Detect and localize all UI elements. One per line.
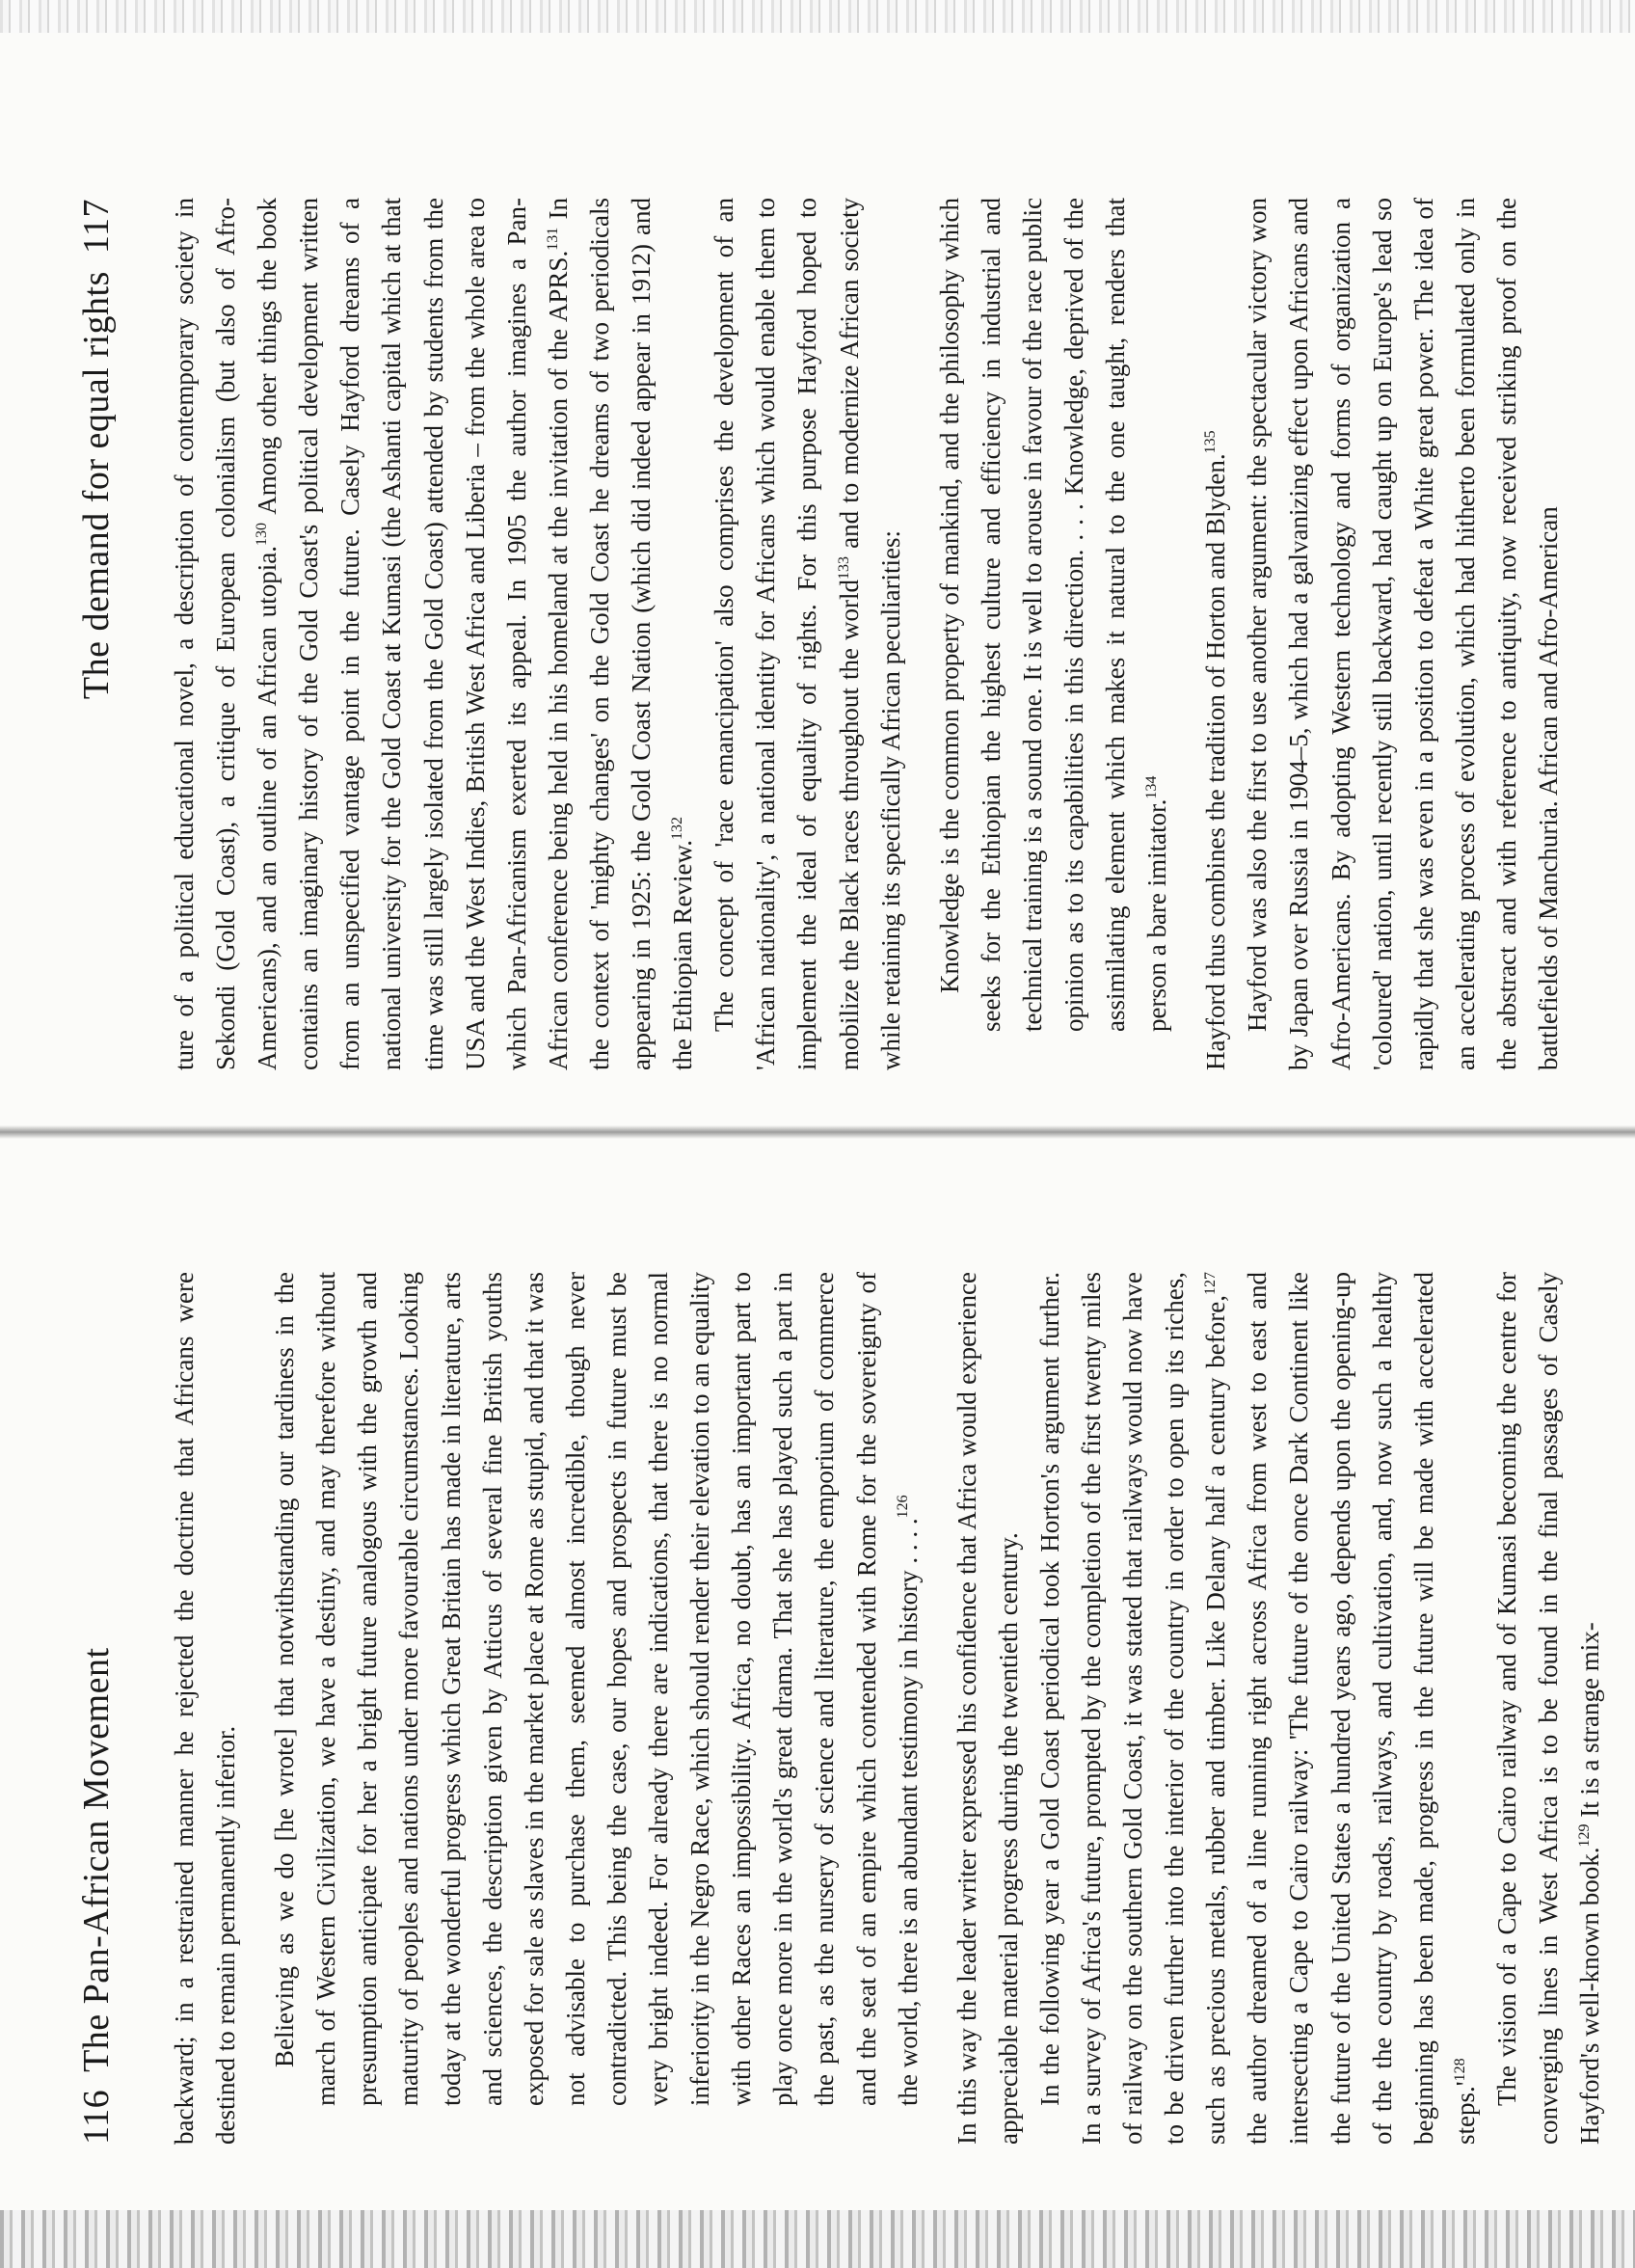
paragraph: backward; in a restrained manner he rejected the doctrine that Africans were destined to remain permanently inferior. [170, 1272, 241, 2145]
paragraph-text: ture of a political educational novel, a description of contemporary society in Sekondi (Gold Coast), a critique of European colonialism (but also of Afro-Americans), and an outline of an African utopia. [170, 198, 282, 1070]
running-header-right [75, 199, 118, 699]
running-head: The Pan-African Movement [76, 1647, 117, 2072]
paragraph [704, 198, 911, 1070]
footnote-ref: 134 [1143, 775, 1161, 799]
paragraph-text: In the following year a Gold Coast periodical took Horton's argument further. In a survey of Africa's future, prompted by the completion of the first twenty miles of railway on the southern Gold Coast, it was stated that railways would now have to be driven further into the interior of the country in order to open up its riches, such as precious metals, rubber and timber. Like Delany half a century before, [1034, 1272, 1231, 2145]
paragraph-text: The concept of 'race emancipation' also comprises the development of an 'African nationality', a national identity for Africans which would enable them to implement the ideal of equality of rights. For this purpose Hayford hoped to mobilize the Black races throughout the world [710, 198, 864, 1070]
footnote-ref: 127 [1202, 1272, 1220, 1295]
block-quote [929, 198, 1179, 1032]
paragraph-text: In the context of 'mighty changes' on the Gold Coast he dreams of two periodicals appearing in 1925: the Gold Coast Nation (which did indeed appear in 1912) and the Ethiopian Review. [543, 198, 698, 1070]
paragraph [1030, 1272, 1487, 2145]
running-header-left [75, 1647, 118, 2145]
running-head: The demand for equal rights [76, 271, 117, 700]
page-body-right [164, 198, 1569, 1070]
block-quote [264, 1272, 929, 2106]
paragraph-text: It is a strange mix- [1575, 1622, 1605, 1824]
footnote-ref: 129 [1576, 1823, 1594, 1848]
footnote-ref: 135 [1202, 430, 1220, 454]
page-body-left [164, 1272, 1611, 2145]
paragraph [164, 198, 704, 1070]
footnote-ref: 130 [254, 523, 271, 547]
footnote-ref: 132 [669, 817, 686, 841]
footnote-ref: 131 [544, 227, 561, 251]
paragraph [1487, 1272, 1611, 2145]
paragraph-text: the author dreamed of a line running right across Africa from west to east and intersecting a Cape to Cairo railway: 'The future of the once Dark Continent like the future of the United States a hundred years ago, depends upon the opening-up of the the country by roads, railways, and cultivation, and, now such a healthy beginning has been made, progress in the future will be made with accelerated steps.' [1243, 1272, 1480, 2145]
footnote-ref: 128 [1451, 2058, 1468, 2082]
paragraph-text: Among other things the book contains an imaginary history of the Gold Coast's political development written from an unspecified vantage point in the future. Casely Hayford dreams of a national university for the Gold Coast at Kumasi (the Ashanti capital which at that time was still largely isolated from the Gold Coast) attended by students from the USA and the West Indies, British West Africa and Liberia – from the whole area to which Pan-Africanism exerted its appeal. In 1905 the author imagines a Pan-African conference being held in his homeland at the invitation of the APRS. [253, 197, 573, 1070]
paragraph: Hayford was also the first to use another argument: the spectacular victory won by Japan over Russia in 1904–5, which had a galvanizing effect upon Africans and Afro-Americans. By adopting Western technology and forms of organization a 'coloured' nation, until recently still backward, had caught up on Europe's lead so rapidly that she was even in a position to defeat a White great power. The idea of an accelerating process of evolution, which had hitherto been formulated only in the abstract and with reference to antiquity, now received striking proof on the battlefields of Manchuria. African and Afro-American [1243, 198, 1563, 1070]
paragraph-text: Hayford thus combines the tradition of Horton and Blyden. [1201, 453, 1231, 1070]
paragraph-text: and to modernize African society while retaining its specifically African peculiarities: [834, 197, 905, 1070]
quote-text: Knowledge is the common property of mankind, and the philosophy which seeks for the Ethiopian the highest culture and efficiency in industrial and technical training is a sound one. It is well to arouse in favour of the race public opinion as to its capabilities in this direction. . . . Knowledge, deprived of the assimilating element which makes it natural to the one taught, renders that person a bare imitator. [934, 198, 1172, 1032]
page-number: 116 [76, 2089, 117, 2145]
page-116 [0, 1134, 1635, 2268]
page-number: 117 [76, 199, 117, 255]
footnote-ref: 126 [894, 1495, 911, 1519]
paragraph: In this way the leader writer expressed his confidence that Africa would experience appreciable material progress during the twentieth century. [952, 1272, 1023, 2145]
paragraph [1195, 198, 1237, 1070]
paragraph-text: The vision of a Cape to Cairo railway and of Kumasi becoming the centre for converging lines in West Africa is to be found in the final passages of Casely Hayford's well-known book. [1491, 1272, 1605, 2145]
quote-text: Believing as we do [he wrote] that notwithstanding our tardiness in the march of Western Civilization, we have a destiny, and may therefore without presumption anticipate for her a bright future analogous with the growth and maturity of peoples and nations under more favourable circumstances. Looking today at the wonderful progress which Great Britain has made in literature, arts and sciences, the description given by Atticus of several fine British youths exposed for sale as slaves in the market place at Rome as stupid, and that it was not advisable to purchase them, seemed almost incredible, though never contradicted. This being the case, our hopes and prospects in future must be very bright indeed. For already there are indications, that there is no normal inferiority in the Negro Race, which should render their elevation to an equality with other Races an impossibility. Africa, no doubt, has an important part to play once more in the world's great drama. That she has played such a part in the past, as the nursery of science and literature, the emporium of commerce and the seat of an empire which contended with Rome for the sovereignty of the world, there is an abundant testimony in history . . . . [270, 1272, 923, 2106]
footnote-ref: 133 [835, 555, 852, 580]
